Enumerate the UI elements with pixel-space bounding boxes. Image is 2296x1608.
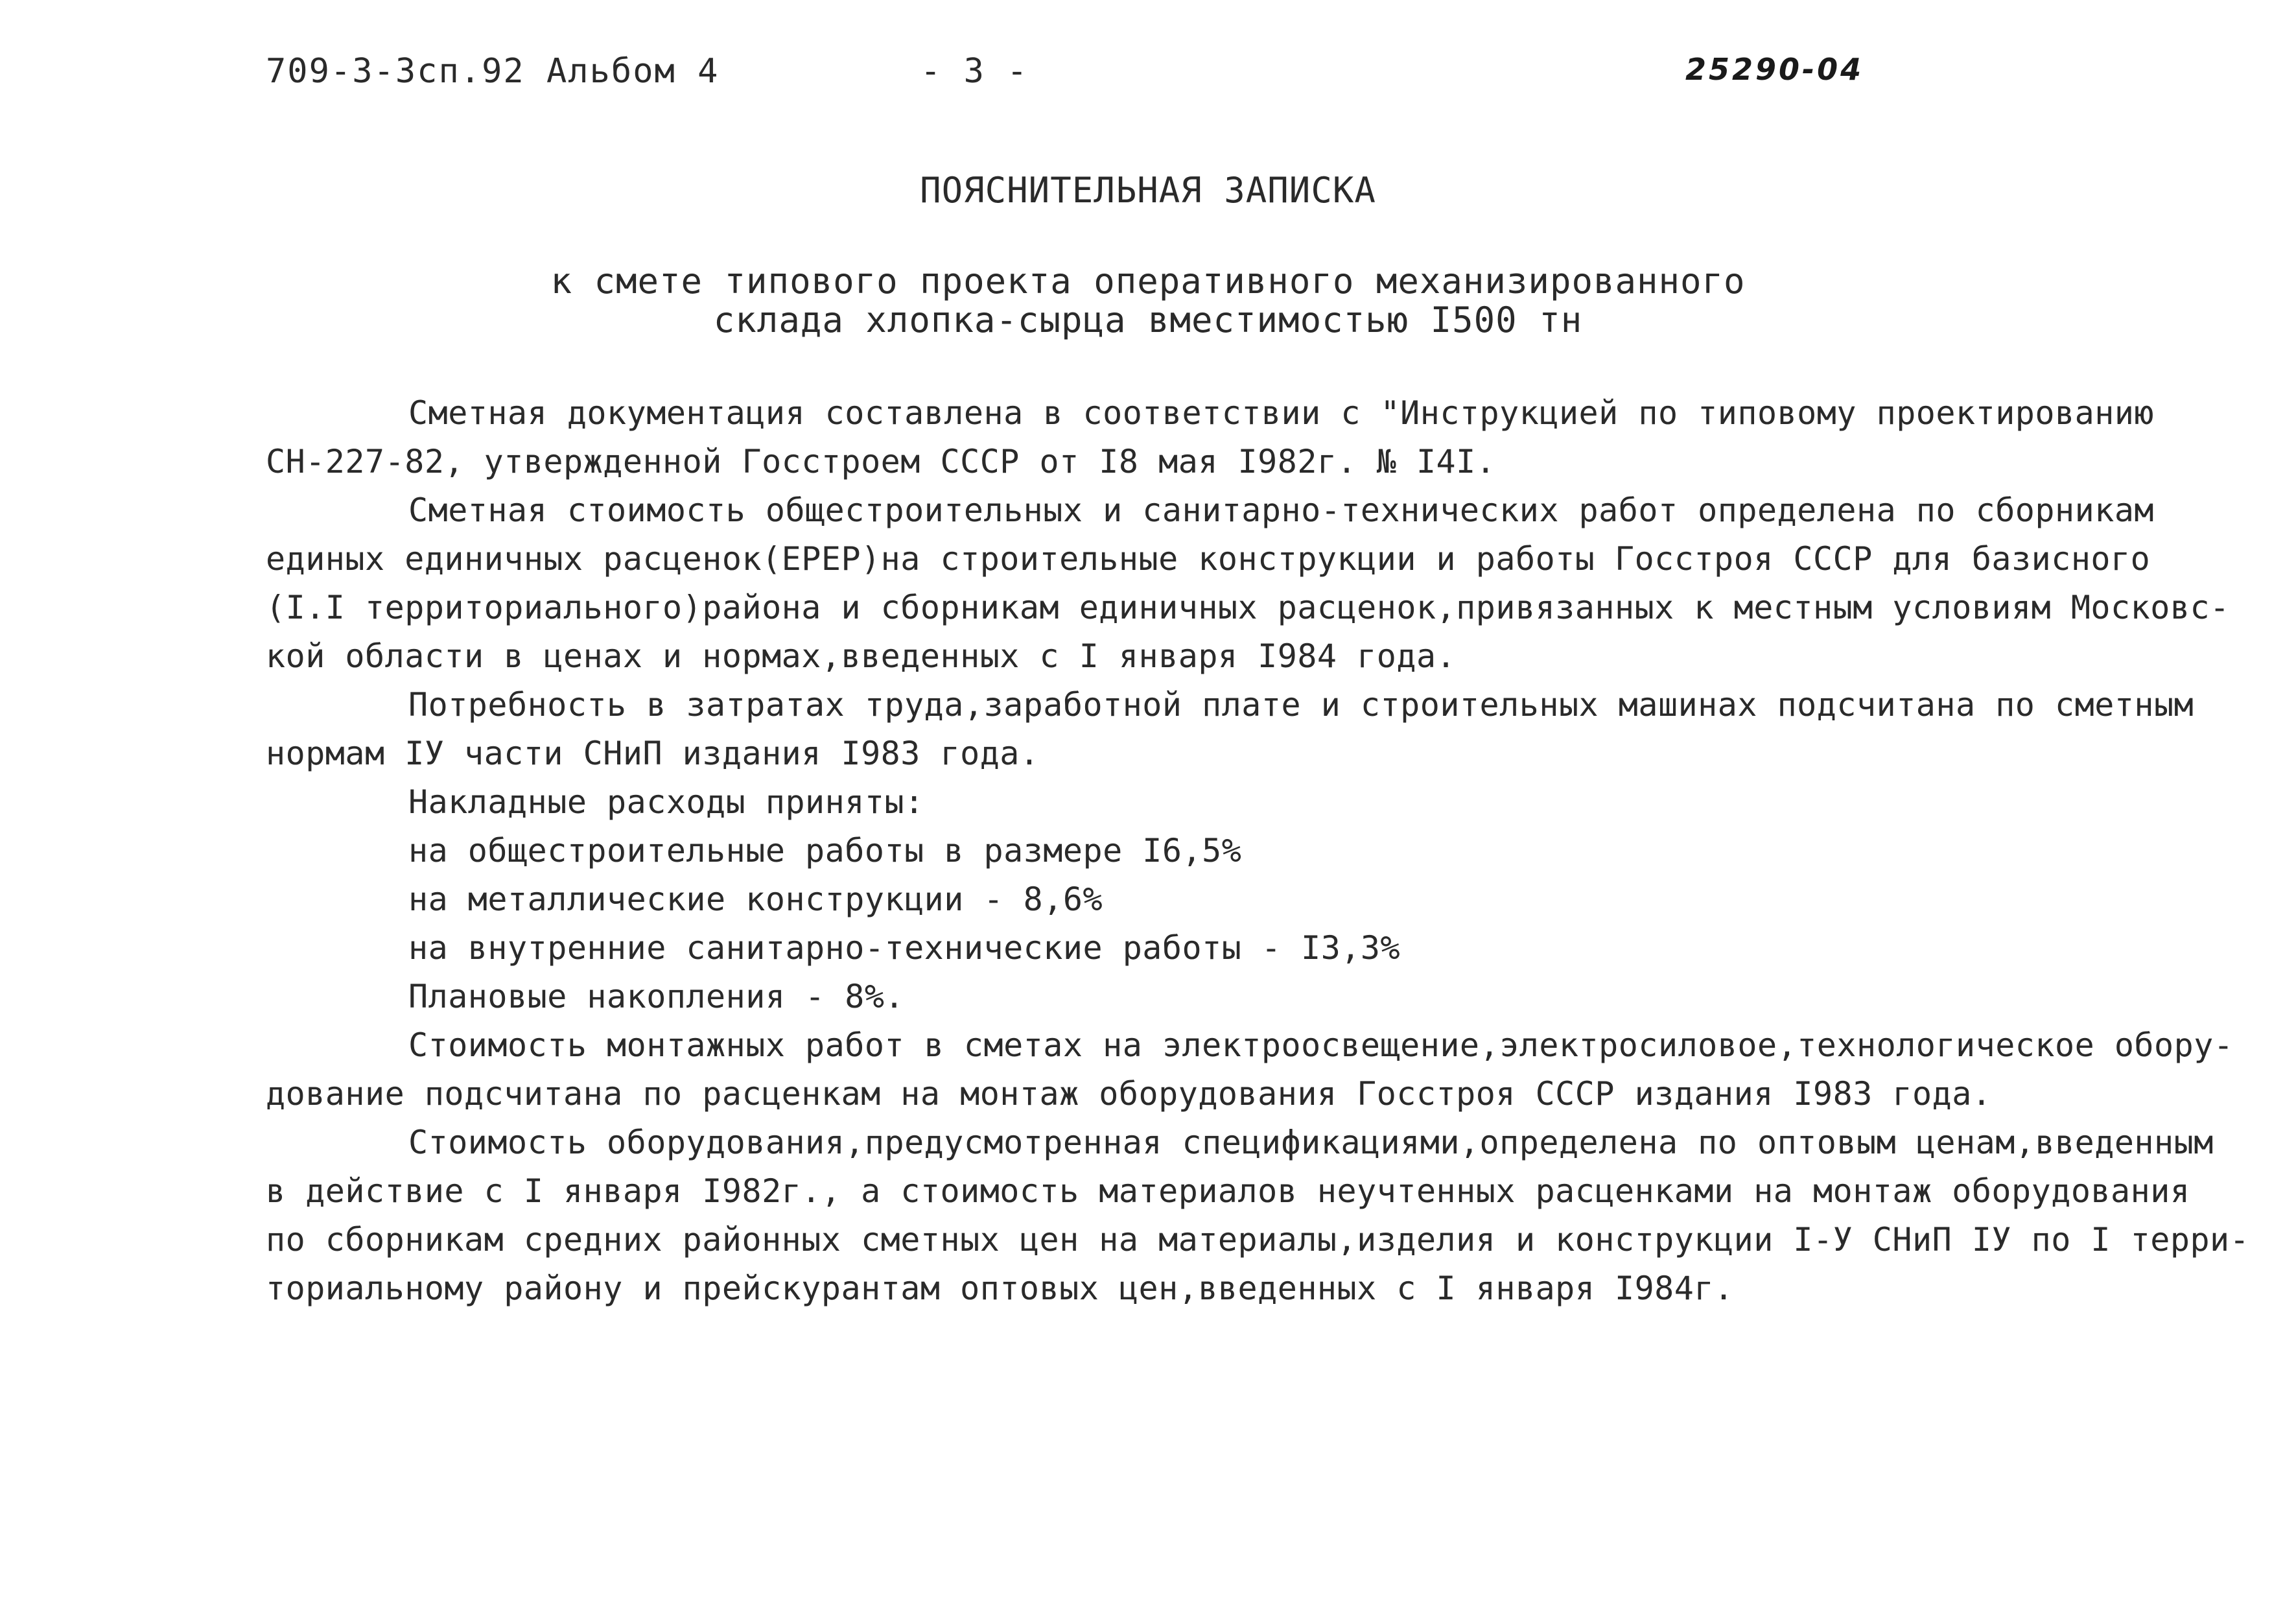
- body-line: Плановые накопления - 8%.: [408, 978, 905, 1015]
- body-line: на внутренние санитарно-технические работы - I3,3%: [408, 929, 1401, 967]
- body-line: в действие с I января I982г., а стоимость материалов неучтенных расценками на монтаж оборудования: [266, 1172, 2190, 1210]
- body-line: Стоимость монтажных работ в сметах на электроосвещение,электросиловое,технологическое обору-: [408, 1026, 2234, 1064]
- body-line: ториальному району и прейскурантам оптовых цен,введенных с I января I984г.: [266, 1270, 1734, 1307]
- body-line: по сборникам средних районных сметных цен на материалы,изделия и конструкции I-У СНиП IУ по I терри-: [266, 1221, 2250, 1259]
- body-line: Накладные расходы приняты:: [408, 783, 924, 821]
- page-number: - 3 -: [920, 52, 1029, 91]
- body-line: Сметная стоимость общестроительных и санитарно-технических работ определена по сборникам: [408, 491, 2155, 529]
- body-line: СН-227-82, утвержденной Госстроем СССР от I8 мая I982г. № I4I.: [266, 443, 1496, 480]
- body-line: кой области в ценах и нормах,введенных с I января I984 года.: [266, 637, 1457, 675]
- body-line: на общестроительные работы в размере I6,5%: [408, 832, 1242, 869]
- subtitle-line: к смете типового проекта оперативного механизированного: [550, 261, 1746, 302]
- body-line: Стоимость оборудования,предусмотренная спецификациями,определена по оптовым ценам,введенным: [408, 1124, 2214, 1161]
- body-line: (I.I территориального)района и сборникам единичных расценок,привязанных к местным условиям Московс-: [266, 589, 2230, 626]
- document-title: ПОЯСНИТЕЛЬНАЯ ЗАПИСКА: [920, 170, 1376, 211]
- stamp-code: 25290-04: [1685, 52, 1864, 87]
- body-line: на металлические конструкции - 8,6%: [408, 881, 1103, 918]
- document-body: [266, 389, 2256, 1313]
- subtitle-line: склада хлопка-сырца вместимостью I500 тн: [713, 300, 1583, 340]
- document-subtitle: [0, 262, 2296, 340]
- body-line: Потребность в затратах труда,заработной плате и строительных машинах подсчитана по сметным: [408, 686, 2194, 724]
- body-line: нормам IУ части СНиП издания I983 года.: [266, 735, 1040, 772]
- body-line: Сметная документация составлена в соответствии с "Инструкцией по типовому проектированию: [408, 394, 2155, 432]
- body-line: дование подсчитана по расценкам на монтаж оборудования Госстроя СССР издания I983 года.: [266, 1075, 1992, 1113]
- document-reference: 709-3-3сп.92 Альбом 4: [266, 52, 720, 91]
- body-line: единых единичных расценок(ЕРЕР)на строительные конструкции и работы Госстроя СССР для базисного: [266, 540, 2151, 578]
